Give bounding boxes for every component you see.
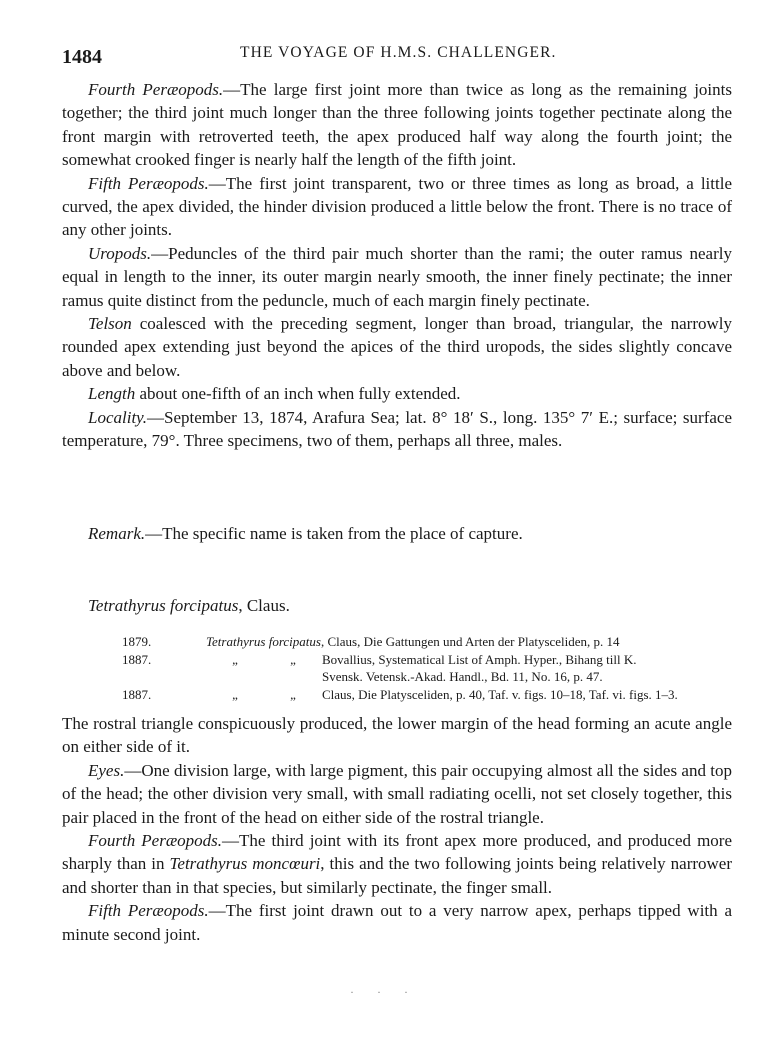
- paragraph-uropods: [62, 242, 732, 312]
- paragraph-lead: Fifth Peræopods.: [88, 173, 209, 193]
- paragraph-length: [62, 382, 732, 405]
- synonymy-references: [62, 633, 732, 703]
- reference-row: [62, 686, 732, 704]
- paragraph-text: —September 13, 1874, Arafura Sea; lat. 8° 18′ S., long. 135° 7′ E.; surface; surface temperature, 79°. Three specimens, two of them, perhaps all three, males.: [62, 407, 732, 451]
- paragraph-text-tail: , this and the two following joints being relatively narrower and shorter than in that species, but similarly pectinate, the finger small.: [62, 854, 733, 897]
- reference-year: 1887.: [122, 686, 152, 702]
- paragraph-text: —One division large, with large pigment, this pair occupying almost all the sides and top of the head; the other division very small, with small radiating ocelli, not set closely together, this pair placed in the front of the head on either side of the rostral triangle.: [62, 760, 732, 827]
- paragraph-lead: Fourth Peræopods.: [88, 831, 223, 851]
- species-author: , Claus.: [238, 596, 290, 615]
- paragraph-locality: [62, 406, 732, 453]
- paragraph-lead: Fifth Peræopods.: [88, 901, 209, 921]
- paragraph-fourth-peraeopods-2: [62, 829, 732, 899]
- paragraph-text: about one-fifth of an inch when fully extended.: [135, 384, 461, 404]
- paragraph-text: —The large first joint more than twice as long as the remaining joints together; the third joint much longer than the three following joints together pectinate along the front margin with retroverted teeth, the apex produced half way along the fourth joint; the somewhat crooked finger is nearly half the length of the fifth joint.: [62, 80, 732, 170]
- paragraph-rostral-triangle: [62, 712, 732, 759]
- reference-ditto-mark: „: [290, 686, 296, 702]
- reference-ditto-mark: „: [232, 686, 238, 702]
- reference-text: [206, 633, 732, 651]
- print-specks: · · ·: [350, 985, 418, 999]
- paragraph-lead: Locality.: [88, 407, 148, 427]
- description-block-1: [62, 78, 732, 453]
- paragraph-lead: Length: [88, 384, 136, 404]
- reference-taxon: Tetrathyrus forcipatus: [206, 634, 321, 649]
- species-title: [62, 594, 732, 617]
- reference-citation: Bovallius, Systematical List of Amph. Hyper., Bihang till K.: [322, 651, 637, 667]
- paragraph-lead: Remark.: [88, 524, 146, 543]
- paragraph-lead: Uropods.: [88, 243, 152, 263]
- reference-citation: , Claus, Die Gattungen und Arten der Platysceliden, p. 14: [320, 634, 620, 649]
- reference-ditto-mark: „: [290, 651, 296, 667]
- page-number: 1484: [62, 46, 102, 68]
- reference-row: [62, 633, 732, 651]
- paragraph-text: —The specific name is taken from the place of capture.: [145, 524, 523, 543]
- paragraph-fourth-peraeopods: [62, 78, 732, 172]
- reference-citation: Claus, Die Platysceliden, p. 40, Taf. v. figs. 10–18, Taf. vi. figs. 1–3.: [322, 686, 678, 702]
- description-block-2: [62, 712, 732, 946]
- paragraph-eyes: [62, 759, 732, 829]
- paragraph-lead: Telson: [88, 314, 132, 334]
- paragraph-italic-taxon: Tetrathyrus moncœuri: [169, 854, 321, 874]
- paragraph-remark: [62, 522, 732, 545]
- species-heading: [62, 594, 732, 617]
- paragraph-lead: Eyes.: [88, 760, 125, 780]
- reference-ditto-mark: „: [232, 651, 238, 667]
- running-title: THE VOYAGE OF H.M.S. CHALLENGER.: [240, 44, 557, 61]
- page-header: [62, 44, 722, 70]
- paragraph-text: The rostral triangle conspicuously produced, the lower margin of the head forming an acute angle on either side of it.: [62, 714, 732, 757]
- paragraph-telson: [62, 312, 732, 382]
- reference-year: 1887.: [122, 651, 152, 667]
- species-name: Tetrathyrus forcipatus: [88, 596, 239, 615]
- reference-year: 1879.: [122, 634, 152, 649]
- paragraph-text: —The first joint transparent, two or three times as long as broad, a little curved, the apex divided, the hinder division produced a little below the front. There is no trace of any other joints.: [62, 173, 732, 240]
- paragraph-text: coalesced with the preceding segment, longer than broad, triangular, the narrowly rounded apex extending just beyond the apices of the third uropods, the sides slightly concave above and below.: [62, 314, 732, 380]
- reference-row: [62, 651, 732, 669]
- paragraph-fifth-peraeopods: [62, 172, 732, 242]
- paragraph-text: —Peduncles of the third pair much shorter than the rami; the outer ramus nearly equal in length to the inner, its outer margin nearly smooth, the inner finely pectinate; the inner ramus quite distinct from the peduncle, much of each margin finely pectinate.: [62, 243, 732, 310]
- paragraph-text: —The first joint drawn out to a very narrow apex, perhaps tipped with a minute second joint.: [62, 901, 732, 944]
- paragraph-fifth-peraeopods-2: [62, 899, 732, 946]
- paragraph-text: —The third joint with its front apex more produced, and produced more sharply than in: [62, 831, 732, 874]
- remark-block: [62, 522, 732, 545]
- paragraph-lead: Fourth Peræopods.: [88, 80, 224, 99]
- reference-row-continuation: [62, 668, 732, 686]
- reference-citation: Svensk. Vetensk.-Akad. Handl., Bd. 11, No. 16, p. 47.: [322, 669, 603, 684]
